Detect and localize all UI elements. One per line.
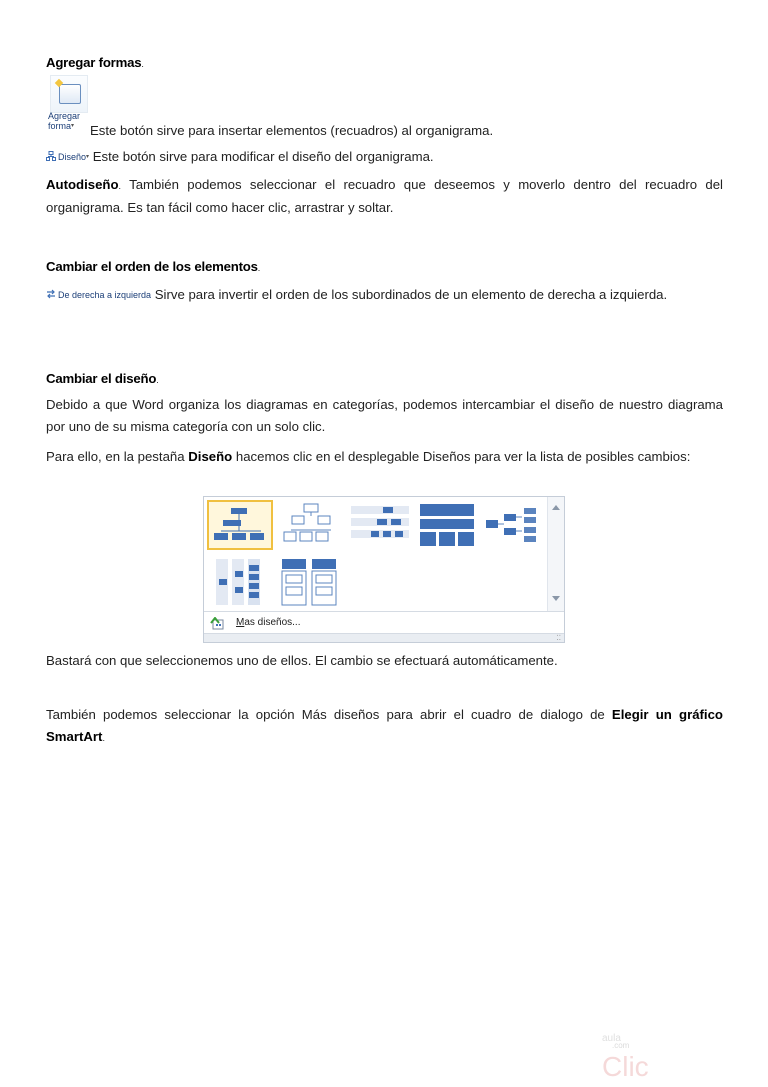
add-shape-icon xyxy=(50,75,88,113)
resize-grip[interactable] xyxy=(204,633,564,642)
scroll-up-icon[interactable] xyxy=(552,505,560,510)
layout-thumb-6[interactable] xyxy=(212,557,278,607)
org-chart-icon xyxy=(46,151,56,161)
agregar-forma-label-line1: Agregar xyxy=(48,111,81,121)
agregar-description: Este botón sirve para insertar elementos (recuadros) al organigrama. xyxy=(90,123,494,138)
gallery-scrollbar[interactable] xyxy=(547,497,564,611)
resize-grip-icon: ⁚⁚ xyxy=(556,635,561,642)
de-derecha-a-izquierda-button[interactable]: De derecha a izquierda xyxy=(46,284,151,306)
heading-cambiar-diseno: Cambiar el diseño. xyxy=(46,371,159,386)
final-paragraph-1: Bastará con que seleccionemos uno de ellos. El cambio se efectuará automáticamente. xyxy=(46,653,558,668)
swap-arrows-icon xyxy=(46,289,56,299)
heading-agregar-formas: Agregar formas. xyxy=(46,55,144,70)
diseno-line: Diseño▾ Este botón sirve para modificar el diseño del organigrama. xyxy=(46,146,723,168)
agregar-forma-label-line2: forma▾ xyxy=(48,121,75,131)
mas-disenos-label[interactable]: Mas diseños... xyxy=(236,617,301,628)
aulaclic-watermark: aula .com Clic xyxy=(602,1033,649,1082)
layout-thumb-1[interactable] xyxy=(207,500,273,550)
smartart-icon xyxy=(210,617,224,630)
layout-thumb-2[interactable] xyxy=(278,500,344,550)
cambiar-paragraph-1: Debido a que Word organiza los diagramas en categorías, podemos intercambiar el diseño de nuestro diagrama por uno de su misma categoría con un solo clic. xyxy=(46,397,723,434)
final-paragraph-2: También podemos seleccionar la opción Más diseños para abrir el cuadro de dialogo de Elegir un gráfico SmartArt. xyxy=(46,707,723,744)
layout-thumb-3[interactable] xyxy=(347,500,413,550)
layout-thumb-7[interactable] xyxy=(278,557,344,607)
chevron-down-icon: ▾ xyxy=(86,154,90,160)
orden-paragraph: De derecha a izquierda Sirve para invertir el orden de los subordinados de un elemento de derecha a izquierda. xyxy=(46,284,723,306)
layout-thumb-5[interactable] xyxy=(482,500,548,550)
scroll-down-icon[interactable] xyxy=(552,596,560,601)
layout-thumb-4[interactable] xyxy=(416,500,482,550)
diseno-button[interactable]: Diseño▾ xyxy=(46,146,89,168)
heading-cambiar-orden: Cambiar el orden de los elementos. xyxy=(46,259,261,274)
agregar-forma-button[interactable] xyxy=(46,75,92,137)
cambiar-paragraph-2: Para ello, en la pestaña Diseño hacemos clic en el desplegable Diseños para ver la lista de posibles cambios: xyxy=(46,449,691,464)
autodiseno-paragraph: Autodiseño. También podemos seleccionar el recuadro que deseemos y moverlo dentro del recuadro del organigrama. Es tan fácil como hacer clic, arrastrar y soltar. xyxy=(46,177,723,215)
chevron-down-icon: ▾ xyxy=(71,123,75,129)
